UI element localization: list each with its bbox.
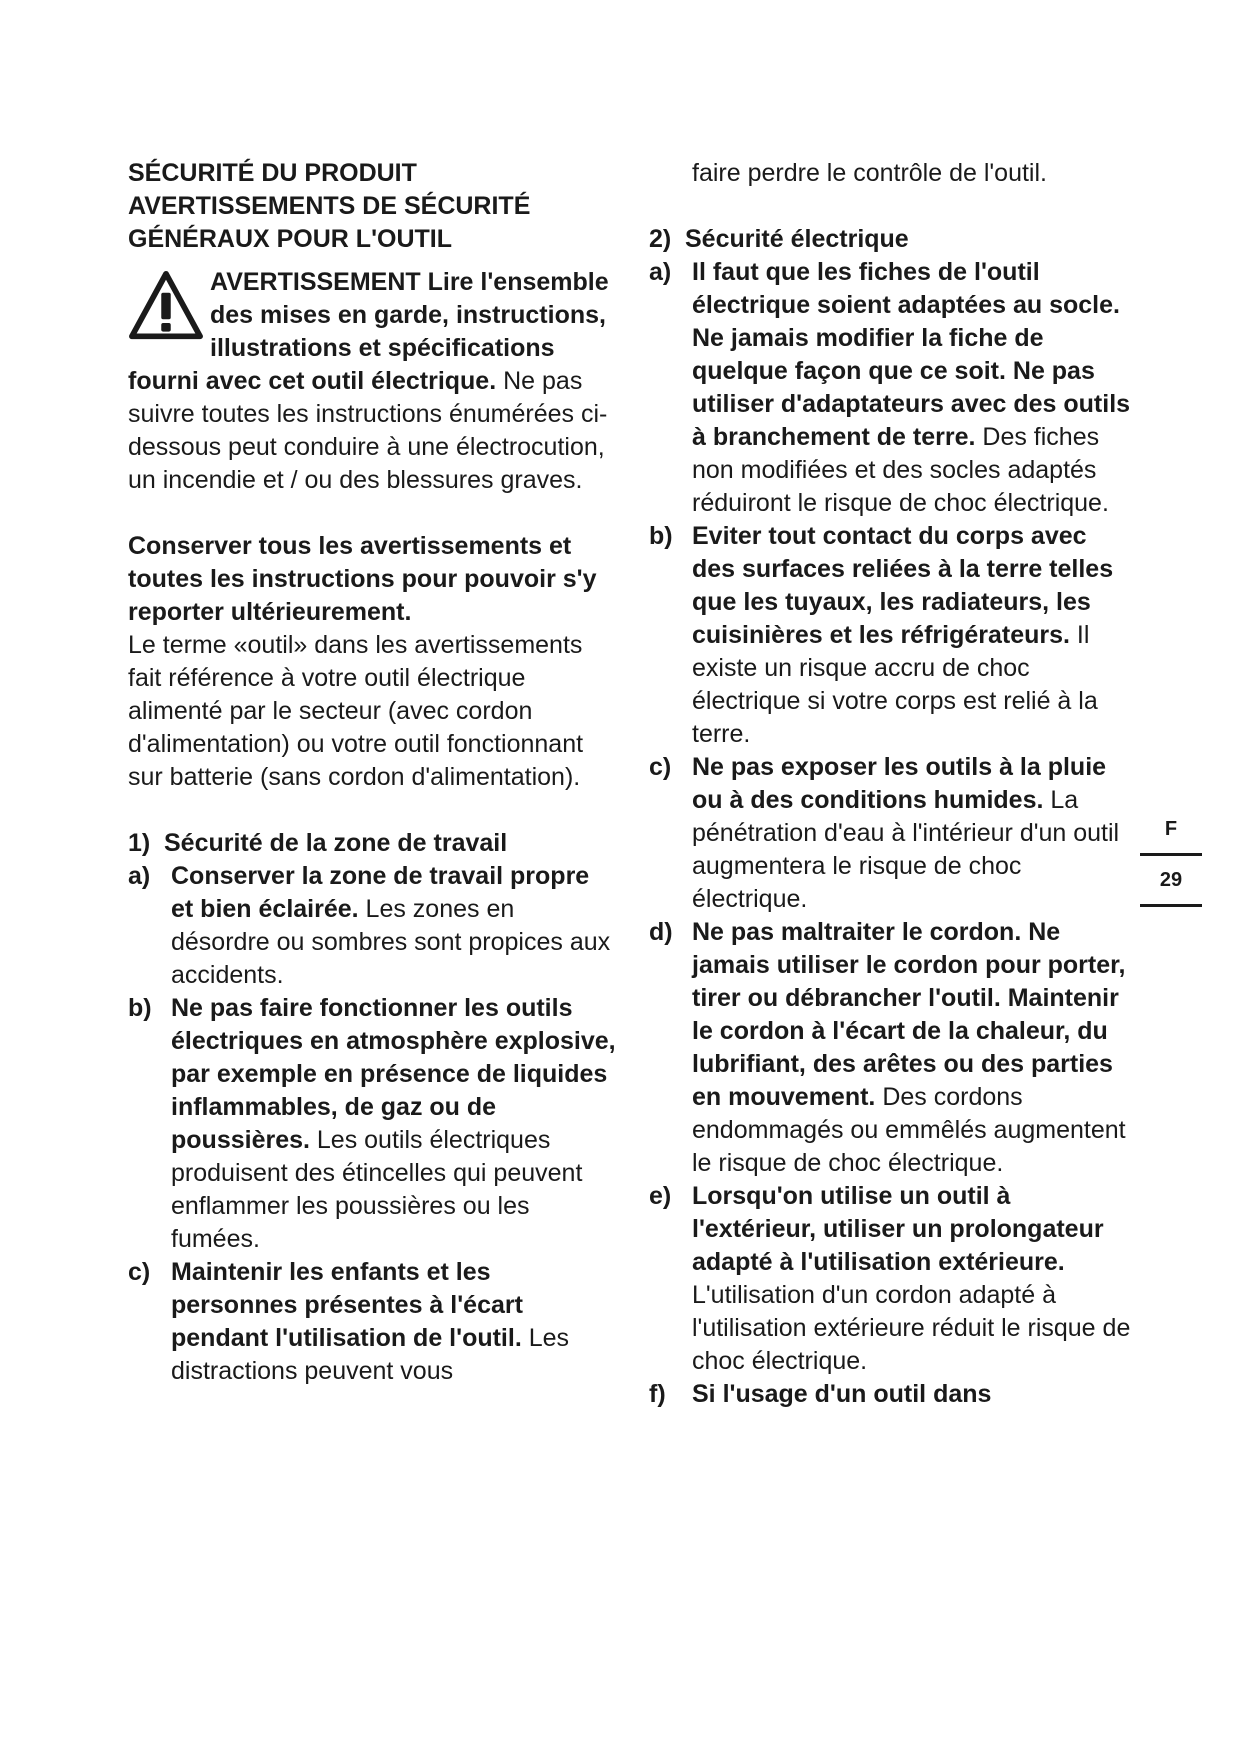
warning-text: Ne pas suivre toutes les instructions énumérées ci-dessous peut conduire à une électrocution, un incendie et / ou des blessures graves.: [128, 367, 608, 494]
warning-bold-text: AVERTISSEMENT Lire l'ensemble des mises en garde, instructions, illustrations et spécifications fourni avec cet outil électrique.: [128, 268, 609, 395]
warning-triangle-icon: [128, 270, 204, 342]
heading-line-3: GÉNÉRAUX POUR L'OUTIL: [128, 225, 453, 253]
divider: [1140, 853, 1202, 856]
general-warning: [128, 266, 618, 497]
list-item-2b: b) Eviter tout contact du corps avec des surfaces reliées à la terre telles que les tuyaux, les radiateurs, les cuisinières et les réfrigérateurs. Il existe un risque accru de choc électrique si votre corps est relié à la terre.: [649, 522, 1114, 748]
list-item-1b: b) Ne pas faire fonctionner les outils électriques en atmosphère explosive, par exemple en présence de liquides inflammables, de gaz ou de poussières. Les outils électriques produisent des étincelles qui peuvent enflammer les poussières ou les fumées.: [128, 994, 616, 1253]
heading-line-2: AVERTISSEMENTS DE SÉCURITÉ: [128, 192, 531, 220]
section-title-1: 1) Sécurité de la zone de travail: [128, 829, 508, 857]
section-work-area: [128, 827, 618, 1388]
language-letter: F: [1164, 818, 1178, 840]
page-number: 29: [1159, 869, 1183, 891]
divider: [1140, 904, 1202, 907]
page-side-tab: [1140, 815, 1202, 917]
list-item-2d: d) Ne pas maltraiter le cordon. Ne jamais utiliser le cordon pour porter, tirer ou débrancher l'outil. Maintenir le cordon à l'écart de la chaleur, du lubrifiant, des arêtes ou des parties en mouvement. Des cordons endommagés ou emmêlés augmentent le risque de choc électrique.: [649, 918, 1126, 1177]
list-item-1a: a) Conserver la zone de travail propre et bien éclairée. Les zones en désordre ou sombres sont propices aux accidents.: [128, 862, 611, 989]
list-item-2f: f) Si l'usage d'un outil dans: [649, 1380, 992, 1408]
keep-instructions: [128, 530, 618, 794]
keep-text: Le terme «outil» dans les avertissements fait référence à votre outil électrique alimenté par le secteur (avec cordon d'alimentation) ou votre outil fonctionnant sur batterie (sans cordon d'alimentation).: [128, 631, 584, 791]
right-column: [649, 157, 1134, 1411]
keep-bold-text: Conserver tous les avertissements et toutes les instructions pour pouvoir s'y reporter ultérieurement.: [128, 532, 597, 626]
left-column: [128, 157, 618, 1388]
list-item-2e: e) Lorsqu'on utilise un outil à l'extérieur, utiliser un prolongateur adapté à l'utilisation extérieure. L'utilisation d'un cordon adapté à l'utilisation extérieure réduit le risque de choc électrique.: [649, 1182, 1131, 1375]
section-title-2: 2) Sécurité électrique: [649, 225, 909, 253]
list-item-2c: c) Ne pas exposer les outils à la pluie ou à des conditions humides. La pénétration d'eau à l'intérieur d'un outil augmentera le risque de choc électrique.: [649, 753, 1120, 913]
list-item-2a: a) Il faut que les fiches de l'outil électrique soient adaptées au socle. Ne jamais modifier la fiche de quelque façon que ce soit. Ne pas utiliser d'adaptateurs avec des outils à branchement de terre. Des fiches non modifiées et des socles adaptés réduiront le risque de choc électrique.: [649, 258, 1131, 517]
section-electrical: [649, 223, 1134, 1411]
section-heading: [128, 157, 618, 256]
heading-line-1: SÉCURITÉ DU PRODUIT: [128, 159, 417, 187]
list-item-1c: c) Maintenir les enfants et les personnes présentes à l'écart pendant l'utilisation de l'outil. Les distractions peuvent vous: [128, 1258, 570, 1385]
continuation-text: faire perdre le contrôle de l'outil.: [692, 159, 1047, 187]
